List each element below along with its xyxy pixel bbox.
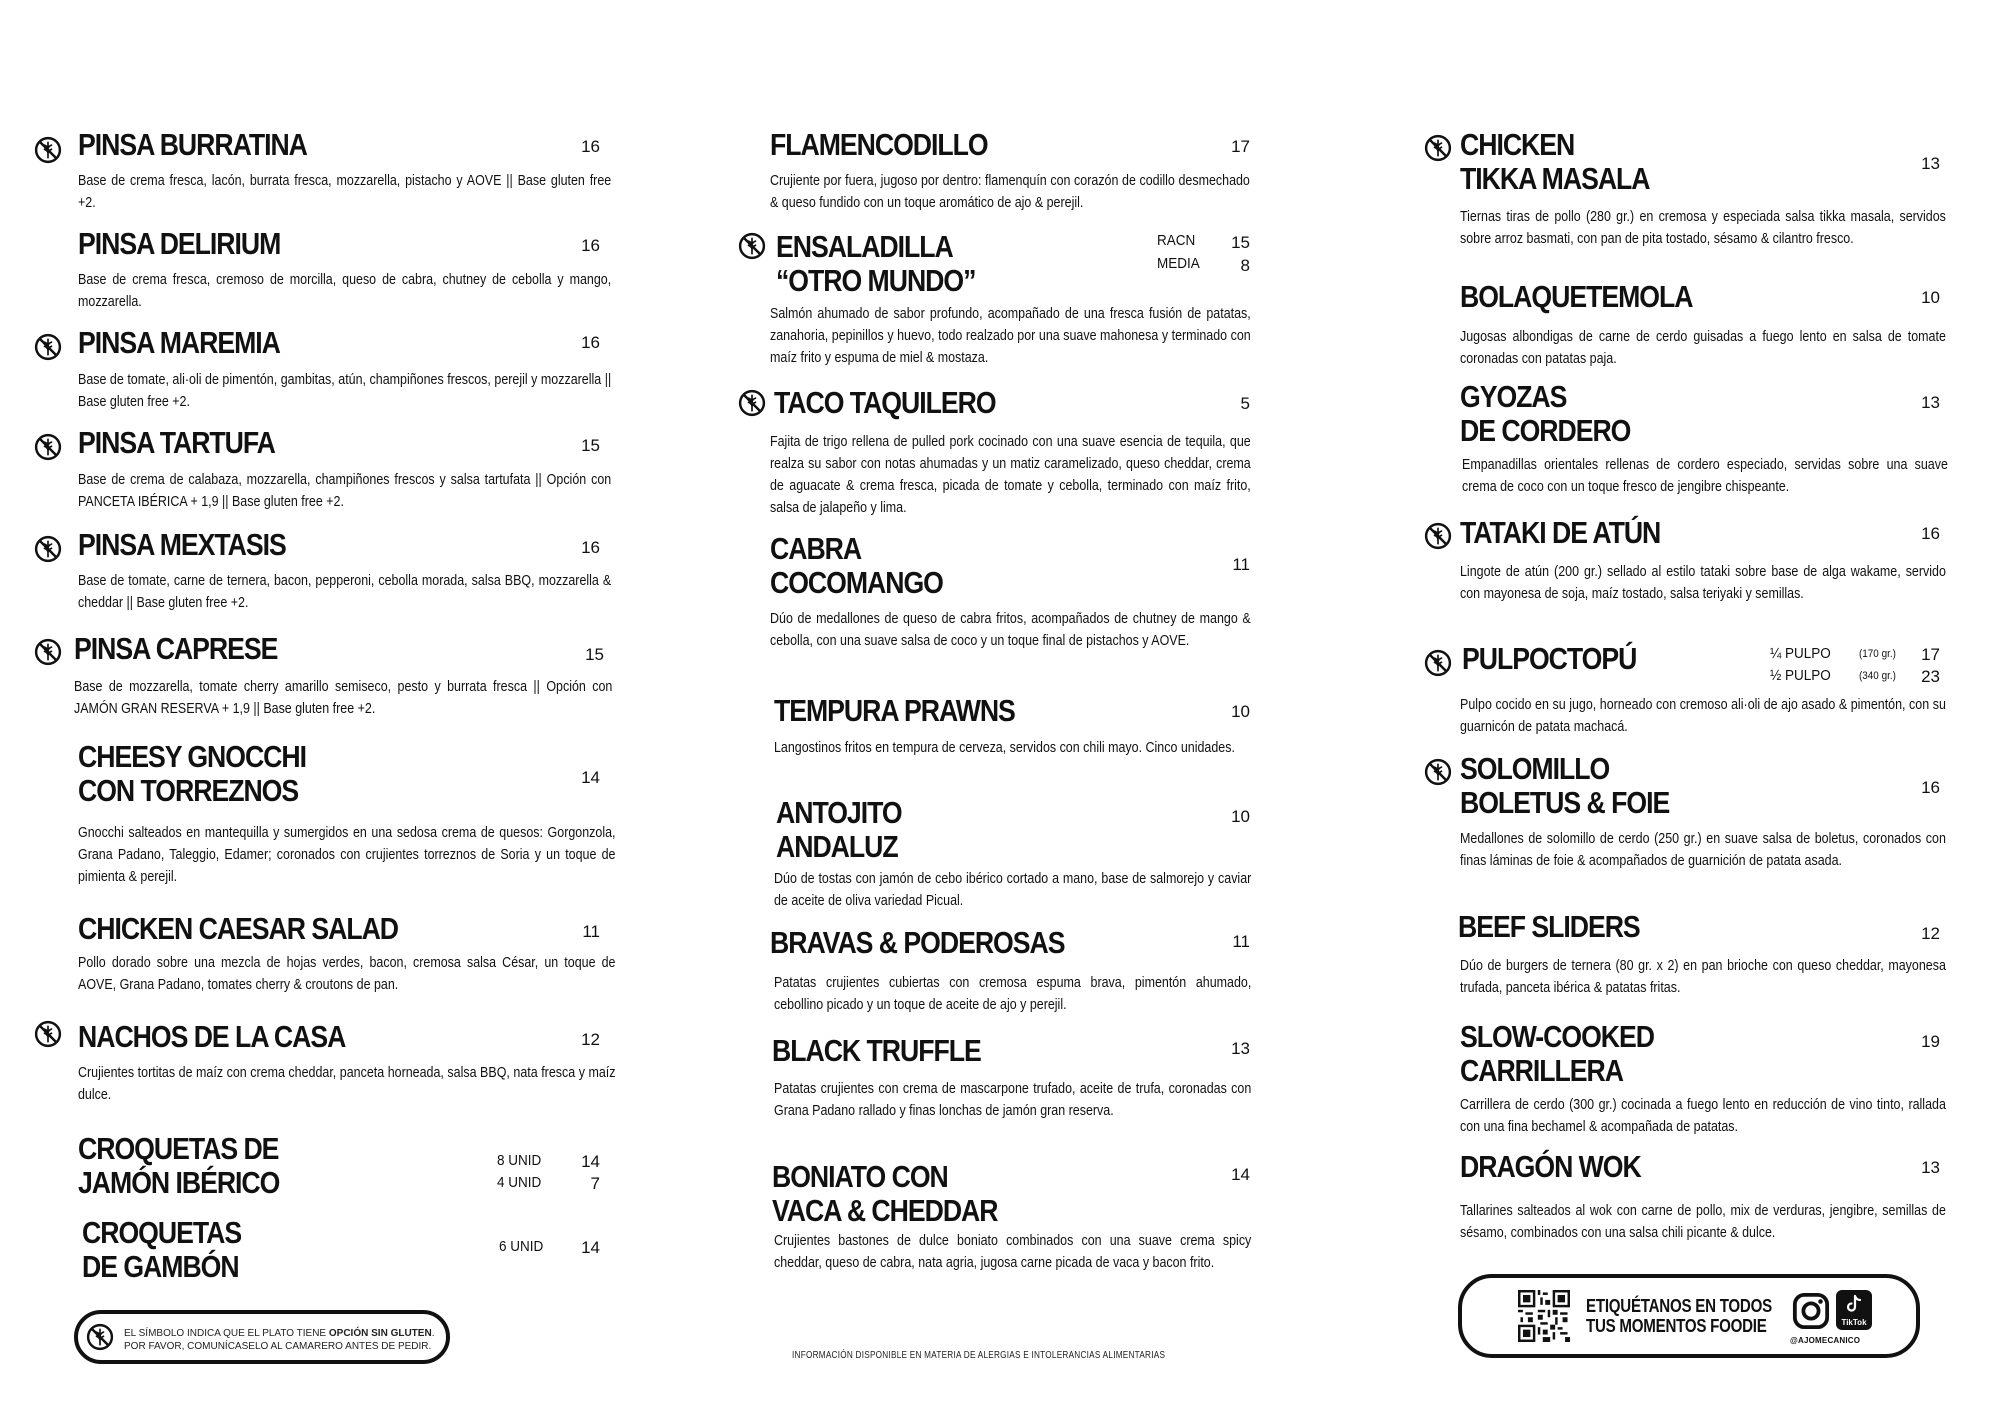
gluten-free-icon	[34, 333, 62, 361]
item-price: 14	[581, 1238, 600, 1257]
item-title: ANTOJITO ANDALUZ	[776, 795, 902, 864]
item-price: 11	[1232, 555, 1250, 574]
item-description: Empanadillas orientales rellenas de cordero especiado, servidas sobre una suave crema de coco con un toque fresco de jengibre chispeante.	[1462, 457, 1948, 495]
item-description: Dúo de tostas con jamón de cebo ibérico cortado a mano, base de salmorejo y caviar de aceite de oliva variedad Picual.	[774, 871, 1252, 909]
item-description: Jugosas albondigas de carne de cerdo guisadas a fuego lento en salsa de tomate coronadas con patatas paja.	[1460, 329, 1946, 367]
gluten-free-icon	[1424, 758, 1452, 786]
social-tag-text: ETIQUÉTANOS EN TODOS TUS MOMENTOS FOODIE	[1586, 1296, 1772, 1336]
item-title: PINSA MAREMIA	[78, 325, 280, 360]
item-size: MEDIA	[1157, 255, 1200, 272]
tiktok-label: TikTok	[1841, 1318, 1867, 1327]
item-size: ¼ PULPO	[1770, 645, 1831, 662]
instagram-icon[interactable]	[1792, 1292, 1830, 1330]
gluten-free-icon	[34, 535, 62, 563]
item-price: 7	[590, 1174, 600, 1193]
item-price: 23	[1921, 667, 1940, 686]
item-price: 14	[1231, 1165, 1250, 1184]
item-title: PINSA DELIRIUM	[78, 226, 281, 261]
allergy-info-note: INFORMACIÓN DISPONIBLE EN MATERIA DE ALERGIAS E INTOLERANCIAS ALIMENTARIAS	[792, 1350, 1166, 1361]
item-title: BLACK TRUFFLE	[772, 1033, 981, 1068]
item-description: Crujiente por fuera, jugoso por dentro: flamenquín con corazón de codillo desmechado & queso fundido con un toque aromático de ajo & perejil.	[770, 173, 1250, 211]
item-price: 16	[581, 236, 600, 255]
gluten-note-bold: OPCIÓN SIN GLUTEN	[328, 1328, 432, 1339]
gluten-note-bubble	[74, 1310, 450, 1364]
gluten-free-icon	[1424, 649, 1452, 677]
item-price: 10	[1921, 288, 1940, 307]
tiktok-icon[interactable]	[1836, 1290, 1872, 1330]
item-price: 13	[1921, 1158, 1940, 1177]
gluten-free-icon	[34, 136, 62, 164]
social-bubble	[1458, 1274, 1920, 1358]
item-weight: (340 gr.)	[1859, 670, 1896, 682]
item-price: 14	[581, 1152, 600, 1171]
item-title: PINSA TARTUFA	[78, 425, 275, 460]
item-size: RACN	[1157, 232, 1196, 249]
item-price: 17	[1921, 645, 1940, 664]
item-description: Salmón ahumado de sabor profundo, acompañado de una fresca fusión de patatas, zanahoria, pepinillos y huevo, todo realzado por una suave mahonesa y terminado con maíz frito y espuma de miel & mostaza.	[770, 306, 1251, 366]
item-description: Base de mozzarella, tomate cherry amarillo semiseco, pesto y burrata fresca || Opción con JAMÓN GRAN RESERVA + 1,9 || Base gluten free +2.	[74, 679, 613, 717]
item-description: Tiernas tiras de pollo (280 gr.) en cremosa y especiada salsa tikka masala, servidos sobre arroz basmati, con pan de pita tostado, sésamo & cilantro fresco.	[1460, 209, 1946, 247]
item-title: TEMPURA PRAWNS	[774, 693, 1015, 728]
item-price: 11	[582, 922, 600, 941]
item-price: 15	[581, 436, 600, 455]
item-price: 16	[581, 137, 600, 156]
gluten-free-icon	[34, 638, 62, 666]
item-description: Pulpo cocido en su jugo, horneado con cremoso ali·oli de ajo asado & pimentón, con su guarnicón de patata machacá.	[1460, 697, 1946, 735]
qr-code-icon[interactable]	[1518, 1290, 1570, 1342]
item-price: 16	[1921, 524, 1940, 543]
item-price: 10	[1231, 807, 1250, 826]
item-description: Base de crema fresca, cremoso de morcilla, queso de cabra, chutney de cebolla y mango, mozzarella.	[78, 272, 612, 310]
gluten-free-icon	[34, 1020, 62, 1048]
item-title: PINSA MEXTASIS	[78, 527, 286, 562]
item-title: CHICKEN CAESAR SALAD	[78, 911, 399, 946]
item-description: Langostinos fritos en tempura de cerveza, servidos con chili mayo. Cinco unidades.	[774, 740, 1235, 756]
gluten-note-text	[124, 1327, 434, 1353]
item-price: 16	[1921, 778, 1940, 797]
item-title: CABRA COCOMANGO	[770, 531, 943, 600]
item-title: CROQUETAS DE JAMÓN IBÉRICO	[78, 1131, 280, 1200]
gluten-free-icon	[34, 433, 62, 461]
item-title: BONIATO CON VACA & CHEDDAR	[772, 1159, 998, 1228]
item-title: PULPOCTOPÚ	[1462, 641, 1637, 676]
item-price: 15	[1231, 233, 1250, 252]
item-title: CROQUETAS DE GAMBÓN	[82, 1215, 242, 1284]
item-title: TACO TAQUILERO	[774, 385, 996, 420]
item-size: 8 UNID	[497, 1152, 542, 1169]
item-title: BEEF SLIDERS	[1458, 909, 1640, 944]
item-title: CHICKEN TIKKA MASALA	[1460, 127, 1650, 196]
gluten-note-line1: EL SÍMBOLO INDICA QUE EL PLATO TIENE	[124, 1328, 329, 1339]
item-description: Base de crema de calabaza, mozzarella, champiñones frescos y salsa tartufata || Opción con PANCETA IBÉRICA + 1,9 || Base gluten free +2.	[78, 472, 612, 510]
item-price: 13	[1921, 154, 1940, 173]
item-price: 16	[581, 333, 600, 352]
item-description: Crujientes bastones de dulce boniato combinados con una suave crema spicy cheddar, queso de cabra, nata agria, jugosa carne picada de vaca y bacon frito.	[774, 1233, 1252, 1271]
item-price: 13	[1231, 1039, 1250, 1058]
item-description: Base de tomate, carne de ternera, bacon, pepperoni, cebolla morada, salsa BBQ, mozzarella & cheddar || Base gluten free +2.	[78, 573, 612, 611]
item-description: Dúo de burgers de ternera (80 gr. x 2) en pan brioche con queso cheddar, mayonesa trufada, panceta ibérica & patatas fritas.	[1460, 958, 1946, 996]
item-title: PINSA CAPRESE	[74, 631, 278, 666]
item-title: TATAKI DE ATÚN	[1460, 515, 1661, 550]
gluten-free-icon	[738, 232, 766, 260]
item-description: Base de crema fresca, lacón, burrata fresca, mozzarella, pistacho y AOVE || Base gluten free +2.	[78, 173, 612, 211]
gluten-free-icon	[1424, 134, 1452, 162]
item-size: ½ PULPO	[1770, 667, 1831, 684]
item-title: ENSALADILLA “OTRO MUNDO”	[776, 229, 976, 298]
item-title: FLAMENCODILLO	[770, 127, 988, 162]
item-weight: (170 gr.)	[1859, 648, 1896, 660]
item-price: 13	[1921, 393, 1940, 412]
left-column	[0, 0, 640, 1414]
item-title: PINSA BURRATINA	[78, 127, 307, 162]
gluten-note-line2: POR FAVOR, COMUNÍCASELO AL CAMARERO ANTES DE PEDIR.	[124, 1341, 432, 1352]
item-description: Tallarines salteados al wok con carne de pollo, mix de verduras, jengibre, semillas de sésamo, combinados con una salsa chili picante & dulce.	[1460, 1203, 1946, 1241]
item-title: SLOW-COOKED CARRILLERA	[1460, 1019, 1654, 1088]
item-price: 16	[581, 538, 600, 557]
item-description: Patatas crujientes con crema de mascarpone trufado, aceite de trufa, coronadas con Grana Padano rallado y finas lonchas de jamón gran reserva.	[774, 1081, 1252, 1119]
item-description: Carrillera de cerdo (300 gr.) cocinada a fuego lento en reducción de vino tinto, rallada con una fina bechamel & acompañada de patatas.	[1460, 1097, 1946, 1135]
item-title: GYOZAS DE CORDERO	[1460, 379, 1631, 448]
item-size: 4 UNID	[497, 1174, 542, 1191]
item-price: 5	[1240, 394, 1250, 413]
item-title: NACHOS DE LA CASA	[78, 1019, 346, 1054]
gluten-free-icon	[738, 389, 766, 417]
item-description: Pollo dorado sobre una mezcla de hojas verdes, bacon, cremosa salsa César, un toque de AOVE, Grana Padano, tomates cherry & croutons de pan.	[78, 955, 616, 993]
item-title: BOLAQUETEMOLA	[1460, 279, 1693, 314]
item-description: Gnocchi salteados en mantequilla y sumergidos en una sedosa crema de quesos: Gorgonzola, Grana Padano, Taleggio, Edamer; coronados con crujientes torreznos de Soria y un toque de pimienta & perejil.	[78, 825, 616, 885]
item-description: Fajita de trigo rellena de pulled pork cocinado con una suave esencia de tequila, que realza su sabor con notas ahumadas y un matiz caramelizado, queso cheddar, crema de aguacate & crema fresca, picada de tomate y cebolla, terminado con maíz frito, salsa de jalapeño y lima.	[770, 434, 1251, 516]
gluten-note-line1-end: .	[431, 1328, 435, 1339]
item-description: Dúo de medallones de queso de cabra fritos, acompañados de chutney de mango & cebolla, con una suave salsa de coco y un toque final de pistachos y AOVE.	[770, 611, 1251, 649]
item-size: 6 UNID	[499, 1238, 544, 1255]
item-title: SOLOMILLO BOLETUS & FOIE	[1460, 751, 1670, 820]
item-price: 12	[581, 1030, 600, 1049]
item-title: CHEESY GNOCCHI CON TORREZNOS	[78, 739, 307, 808]
item-description: Lingote de atún (200 gr.) sellado al estilo tataki sobre base de alga wakame, servido con mayonesa de soja, maíz tostado, salsa teriyaki y semillas.	[1460, 564, 1946, 602]
item-description: Crujientes tortitas de maíz con crema cheddar, panceta horneada, salsa BBQ, nata fresca y maíz dulce.	[78, 1065, 616, 1103]
item-description: Medallones de solomillo de cerdo (250 gr.) en suave salsa de boletus, coronados con finas láminas de foie & acompañados de guarnición de patata asada.	[1460, 831, 1946, 869]
item-price: 14	[581, 768, 600, 787]
item-price: 17	[1231, 137, 1250, 156]
item-description: Patatas crujientes cubiertas con cremosa espuma brava, pimentón ahumado, cebollino picado y un toque de aceite de ajo y perejil.	[774, 975, 1252, 1013]
item-price: 19	[1921, 1032, 1940, 1051]
item-title: DRAGÓN WOK	[1460, 1149, 1641, 1184]
item-price: 8	[1240, 256, 1250, 275]
item-title: BRAVAS & PODEROSAS	[770, 925, 1065, 960]
item-price: 11	[1232, 932, 1250, 951]
social-handle: @AJOMECANICO	[1790, 1336, 1861, 1345]
item-price: 10	[1231, 702, 1250, 721]
item-price: 15	[585, 645, 604, 664]
gluten-free-icon	[1424, 522, 1452, 550]
gluten-free-icon	[86, 1323, 114, 1351]
item-description: Base de tomate, ali·oli de pimentón, gambitas, atún, champiñones frescos, perejil y mozzarella || Base gluten free +2.	[78, 372, 612, 410]
item-price: 12	[1921, 924, 1940, 943]
